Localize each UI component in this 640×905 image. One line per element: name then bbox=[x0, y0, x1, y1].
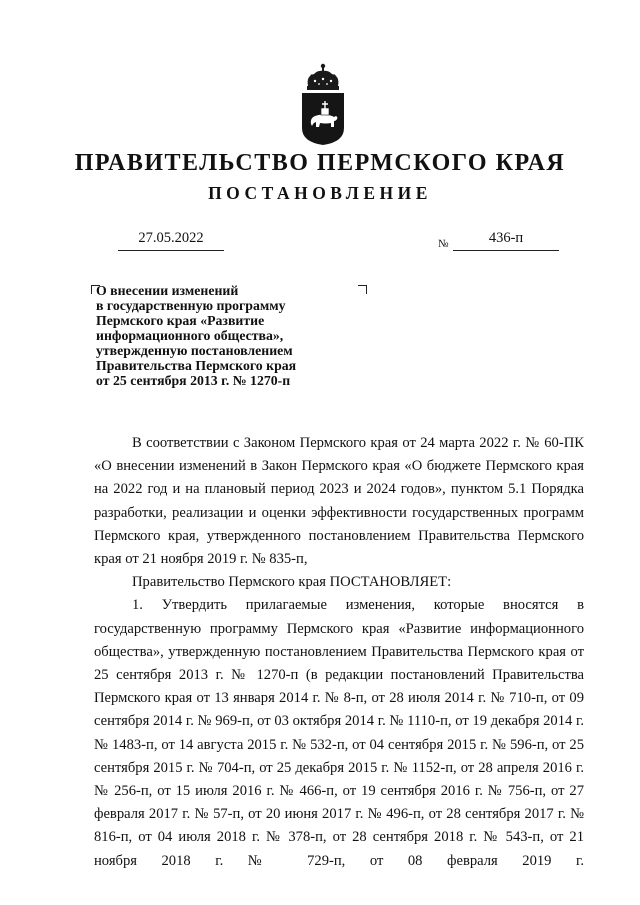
document-subject bbox=[96, 283, 366, 388]
perm-krai-coat-of-arms-icon bbox=[298, 62, 348, 146]
subject-line: Пермского края «Развитие bbox=[96, 313, 265, 328]
number-sign: № bbox=[438, 238, 449, 250]
preamble-paragraph: В соответствии с Законом Пермского края от 24 марта 2022 г. № 60-ПК «О внесении изменений в Закон Пермского края «О бюджете Пермского края на 2022 год и на плановый период 2023 и 2024 годов», пунктом 5.1 Порядка разработки, реализации и оценки эффективности государственных программ Пермского края, утвержденного постановлением Правительства Пермского края от 21 ноября 2019 г. № 835-п, bbox=[94, 435, 584, 568]
subject-line: в государственную программу bbox=[96, 298, 286, 313]
subject-line: информационного общества», bbox=[96, 328, 284, 343]
subject-line: О внесении изменений bbox=[96, 283, 239, 298]
subject-line: Правительства Пермского края bbox=[96, 358, 297, 373]
subject-line: утвержденную постановлением bbox=[96, 343, 293, 358]
document-type: ПОСТАНОВЛЕНИЕ bbox=[208, 183, 432, 203]
document-date: 27.05.2022 bbox=[118, 226, 224, 251]
resolves-paragraph: Правительство Пермского края ПОСТАНОВЛЯЕТ: bbox=[132, 574, 452, 591]
document-number: 436-п bbox=[453, 226, 559, 251]
subject-line: от 25 сентября 2013 г. № 1270-п bbox=[96, 373, 291, 388]
government-title: ПРАВИТЕЛЬСТВО ПЕРМСКОГО КРАЯ bbox=[74, 150, 566, 176]
document-body bbox=[94, 432, 584, 873]
item-1-paragraph: 1. Утвердить прилагаемые изменения, которые вносятся в государственную программу Пермского края «Развитие информационного общества», утвержденную постановлением Правительства Пермского края от 25 сентября 2013 г. № 1270-п (в редакции постановлений Правительства Пермского края от 13 января 2014 г. № 8-п, от 28 июля 2014 г. № 710-п, от 09 сентября 2014 г. № 969-п, от 03 октября 2014 г. № 1110-п, от 19 декабря 2014 г. № 1483-п, от 14 августа 2015 г. № 532-п, от 04 сентября 2015 г. № 596-п, от 25 сентября 2015 г. № 704-п, от 25 декабря 2015 г. № 1152-п, от 28 апреля 2016 г. № 256-п, от 15 июля 2016 г. № 466-п, от 19 сентября 2016 г. № 756-п, от 27 февраля 2017 г. № 57-п, от 20 июня 2017 г. № 496-п, от 28 сентября 2017 г. № 816-п, от 04 июля 2018 г. № 378-п, от 28 сентября 2018 г. № 543-п, от 21 ноября 2018 г. № 729-п, от 08 февраля 2019 г. bbox=[94, 597, 584, 869]
